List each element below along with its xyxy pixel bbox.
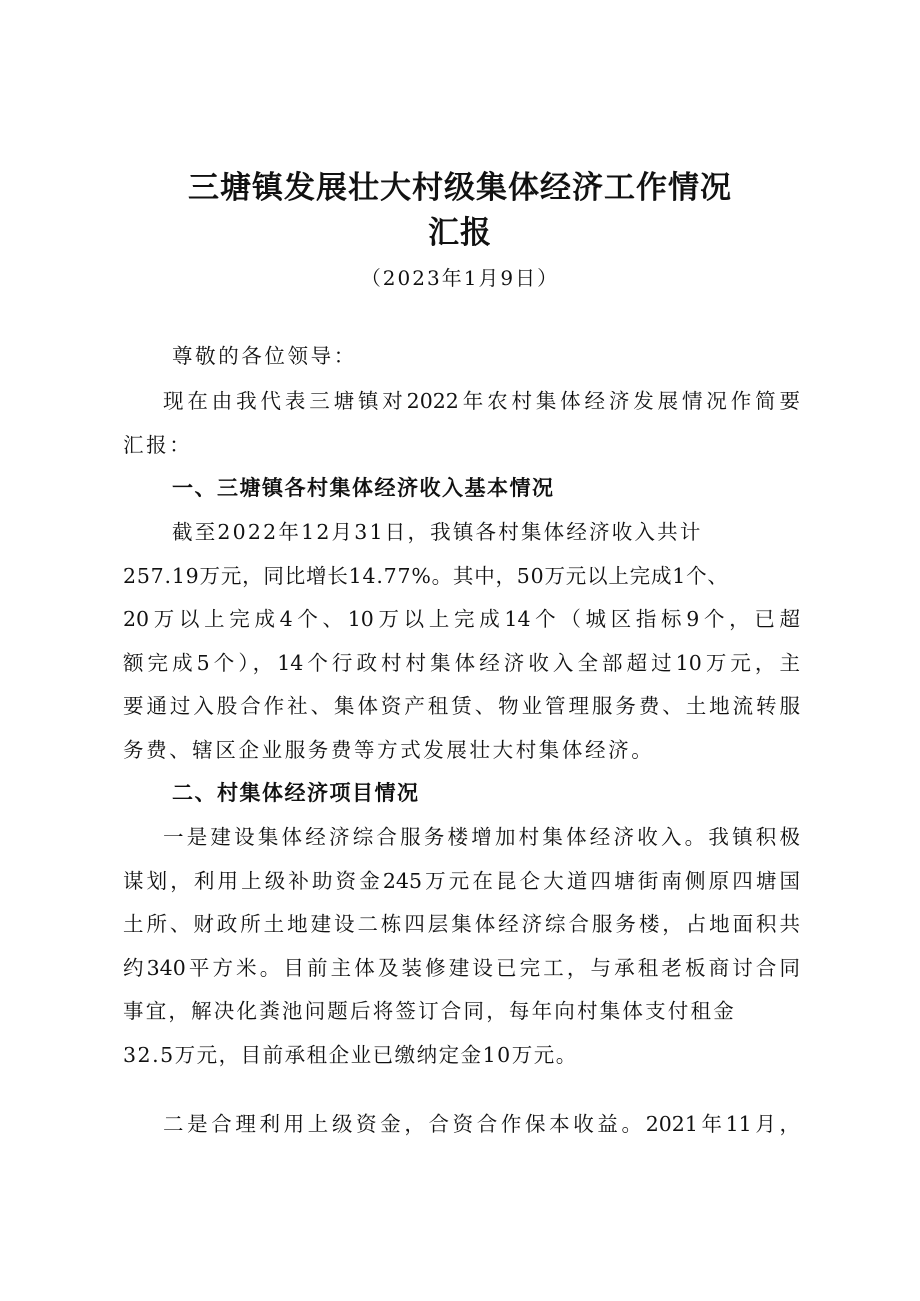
section1-line-2: 257.19万元，同比增长14.77%。其中，50万元以上完成1个、 [123, 564, 729, 588]
section2-item1-line-5: 事宜，解决化粪池问题后将签订合同，每年向村集体支付租金 [123, 999, 736, 1023]
section2-heading: 二、村集体经济项目情况 [172, 781, 420, 805]
section1-line-6: 务费、辖区企业服务费等方式发展壮大村集体经济。 [123, 738, 655, 762]
document-title-line2: 汇报 [428, 215, 492, 251]
section2-item1-line-1: 一是建设集体经济综合服务楼增加村集体经济收入。我镇积极 [163, 825, 800, 849]
section1-line-3: 20万以上完成4个、10万以上完成14个（城区指标9个，已超 [123, 607, 800, 631]
section1-heading: 一、三塘镇各村集体经济收入基本情况 [172, 476, 555, 500]
salutation: 尊敬的各位领导： [172, 344, 357, 368]
intro-line-1: 现在由我代表三塘镇对2022年农村集体经济发展情况作简要 [163, 389, 800, 413]
section2-item1-line-6: 32.5万元，目前承租企业已缴纳定金10万元。 [123, 1043, 578, 1067]
section2-item1-line-3: 土所、财政所土地建设二栋四层集体经济综合服务楼，占地面积共 [123, 912, 800, 936]
intro-line-2: 汇报： [123, 433, 193, 457]
section2-item1-line-2: 谋划，利用上级补助资金245万元在昆仑大道四塘街南侧原四塘国 [123, 869, 800, 893]
document-date: （2023年1月9日） [360, 266, 560, 290]
section1-line-5: 要通过入股合作社、集体资产租赁、物业管理服务费、土地流转服 [123, 694, 800, 718]
document-title-line1: 三塘镇发展壮大村级集体经济工作情况 [188, 170, 732, 206]
section1-line-4: 额完成5个），14个行政村村集体经济收入全部超过10万元，主 [123, 651, 800, 675]
section2-item2-line-1: 二是合理利用上级资金，合资合作保本收益。2021年11月， [163, 1112, 800, 1136]
section1-line-1: 截至2022年12月31日，我镇各村集体经济收入共计 [172, 520, 703, 544]
section2-item1-line-4: 约340平方米。目前主体及装修建设已完工，与承租老板商讨合同 [123, 956, 800, 980]
